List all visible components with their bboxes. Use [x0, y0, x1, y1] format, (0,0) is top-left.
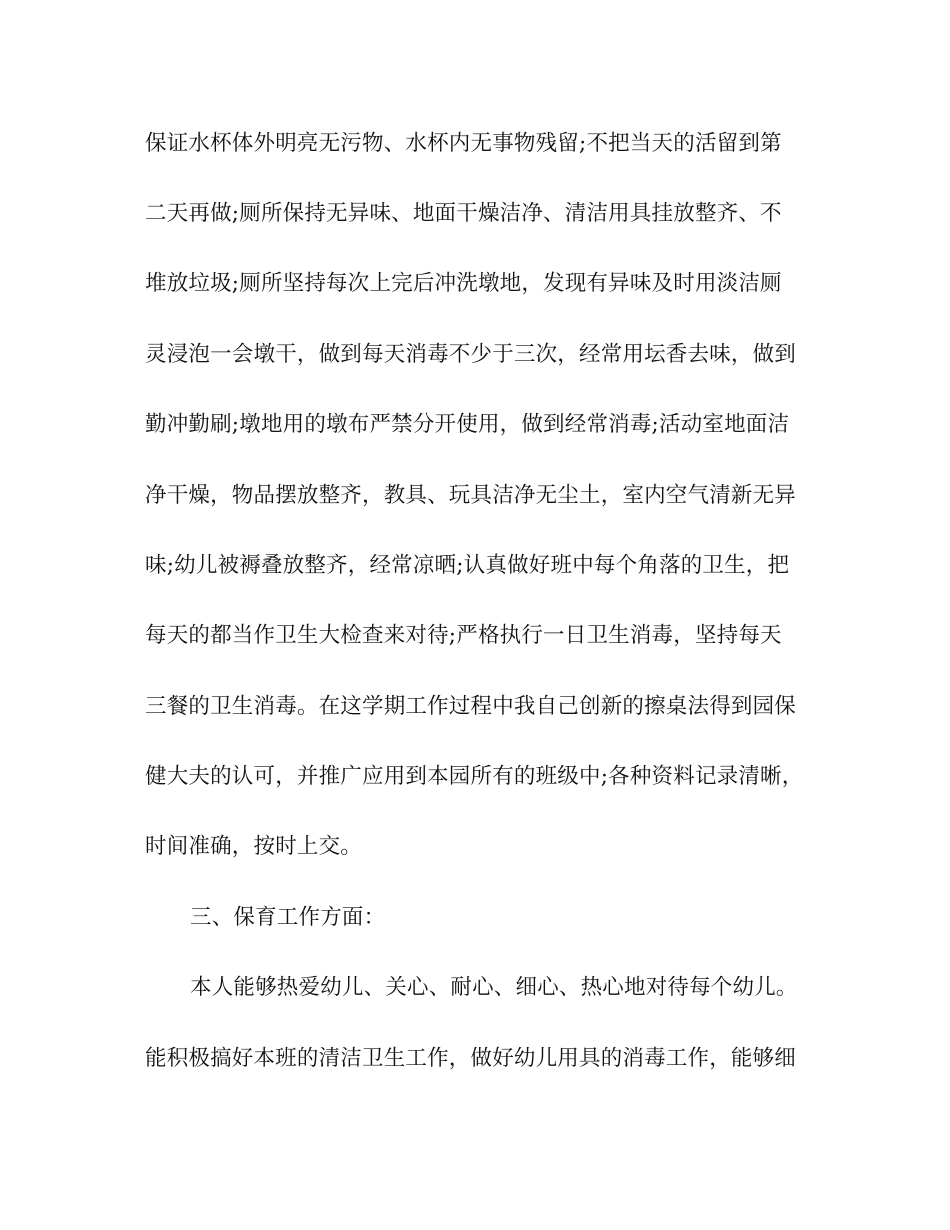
paragraph-line: 健大夫的认可，并推广应用到本园所有的班级中;各种资料记录清晰，	[145, 764, 804, 789]
paragraph-line: 能积极搞好本班的清洁卫生工作，做好幼儿用具的消毒工作，能够细	[145, 1046, 797, 1071]
paragraph-line: 味;幼儿被褥叠放整齐，经常凉晒;认真做好班中每个角落的卫生，把	[145, 553, 790, 578]
paragraph-line: 本人能够热爱幼儿、关心、耐心、细心、热心地对待每个幼儿。	[190, 975, 798, 1000]
paragraph-line: 时间准确，按时上交。	[145, 834, 363, 859]
paragraph-line: 堆放垃圾;厕所坚持每次上完后冲洗墩地，发现有异味及时用淡洁厕	[145, 271, 782, 296]
paragraph-line: 净干燥，物品摆放整齐，教具、玩具洁净无尘土，室内空气清新无异	[145, 483, 797, 508]
paragraph-line: 灵浸泡一会墩干，做到每天消毒不少于三次，经常用坛香去味，做到	[145, 342, 797, 367]
section-heading: 三、保育工作方面：	[190, 905, 386, 930]
paragraph-line: 勤冲勤刷;墩地用的墩布严禁分开使用，做到经常消毒;活动室地面洁	[145, 412, 790, 437]
paragraph-line: 二天再做;厕所保持无异味、地面干燥洁净、清洁用具挂放整齐、不	[145, 201, 782, 226]
paragraph-line: 三餐的卫生消毒。在这学期工作过程中我自己创新的擦桌法得到园保	[145, 694, 797, 719]
paragraph-line: 每天的都当作卫生大检查来对待;严格执行一日卫生消毒，坚持每天	[145, 623, 782, 648]
paragraph-line: 保证水杯体外明亮无污物、水杯内无事物残留;不把当天的活留到第	[145, 131, 782, 156]
